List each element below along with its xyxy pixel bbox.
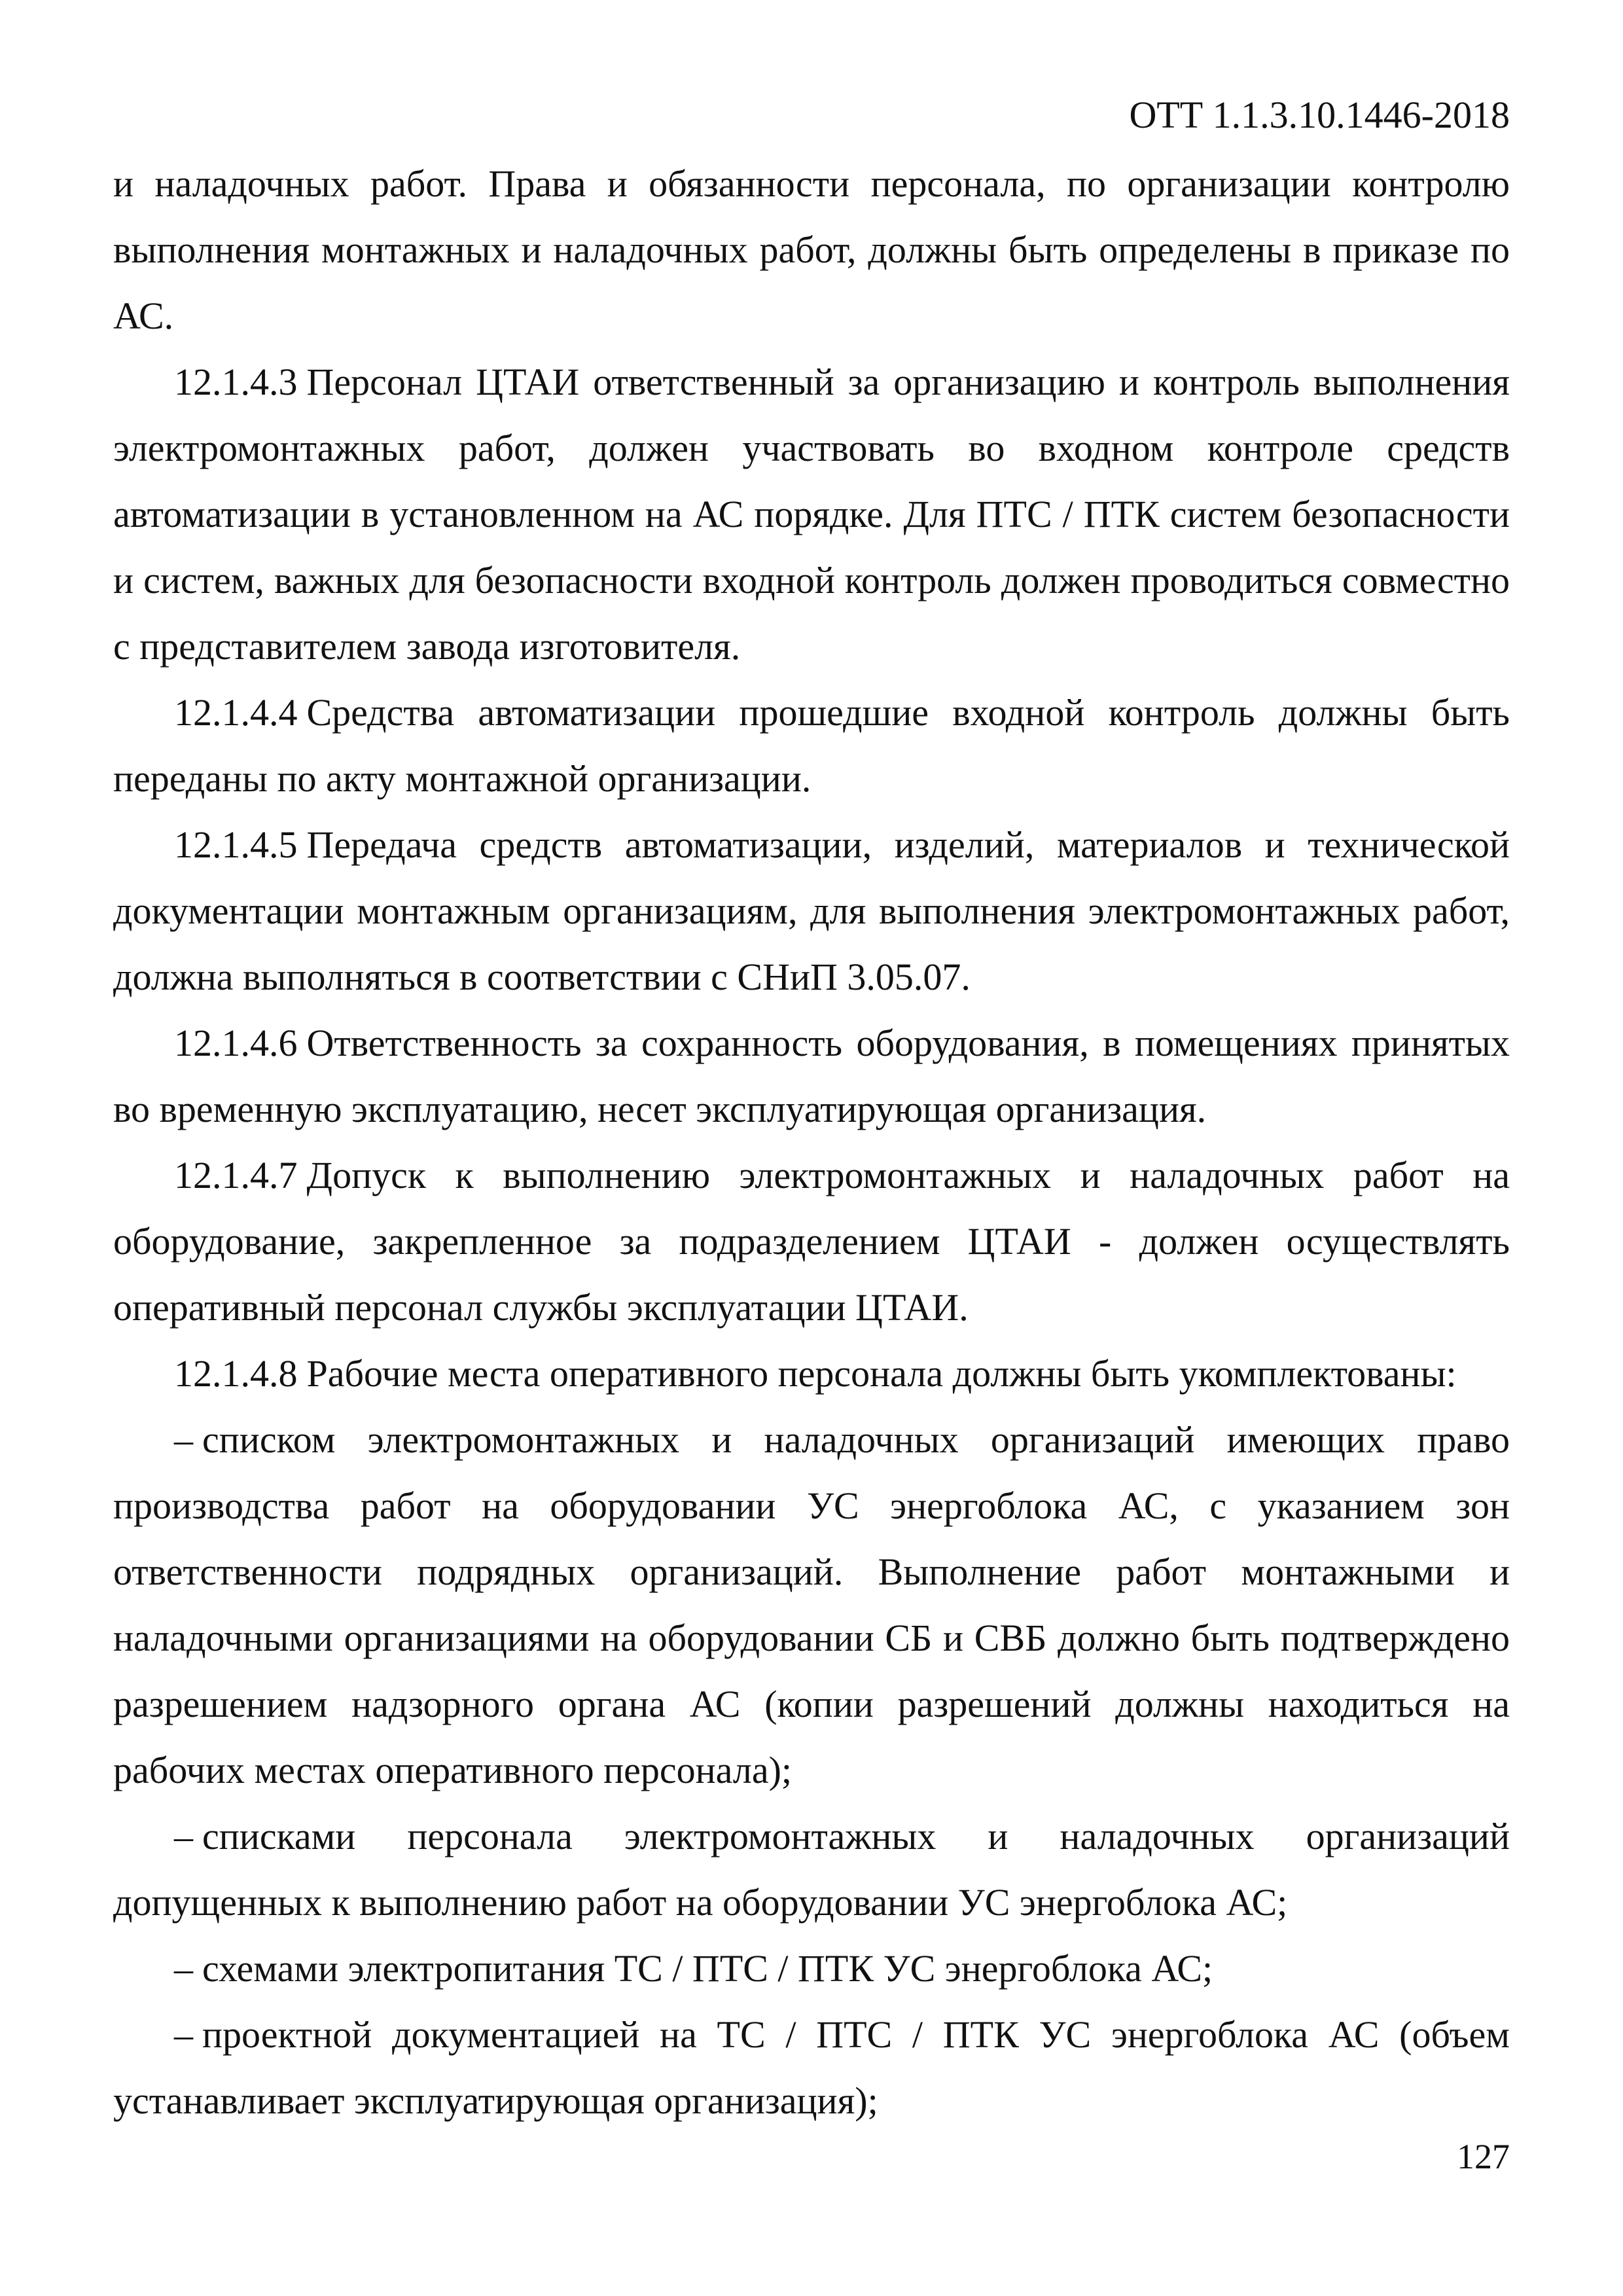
list-item-text: схемами электропитания ТС / ПТС / ПТК УС энергоблока АС;	[202, 1947, 1213, 1990]
clause-number: 12.1.4.8	[174, 1352, 298, 1395]
page-number: 127	[1457, 2137, 1510, 2176]
clause-number: 12.1.4.6	[174, 1022, 298, 1064]
paragraph-text: Допуск к выполнению электромонтажных и наладочных работ на оборудование, закрепленное за подразделением ЦТАИ - должен осуществлять оперативный персонал службы эксплуатации ЦТАИ.	[113, 1154, 1510, 1329]
list-item-text: списком электромонтажных и наладочных организаций имеющих право производства работ на оборудовании УС энергоблока АС, с указанием зон ответственности подрядных организаций. Выполнение работ монтажными и наладочными организациями на оборудовании СБ и СВБ должно быть подтверждено разрешением надзорного органа АС (копии разрешений должны находиться на рабочих местах оперативного персонала);	[113, 1418, 1510, 1791]
list-item-text: списками персонала электромонтажных и наладочных организаций допущенных к выполнению работ на оборудовании УС энергоблока АС;	[113, 1815, 1510, 1924]
paragraph-text: Рабочие места оперативного персонала должны быть укомплектованы:	[306, 1352, 1457, 1395]
clause-number: 12.1.4.3	[174, 361, 298, 403]
list-item	[113, 1407, 1510, 1803]
list-item	[113, 2001, 1510, 2134]
paragraph-continuation	[113, 151, 1510, 349]
paragraph-text: и наладочных работ. Права и обязанности персонала, по организации контролю выполнения монтажных и наладочных работ, должны быть определены в приказе по АС.	[113, 162, 1510, 337]
paragraph-text: Персонал ЦТАИ ответственный за организацию и контроль выполнения электромонтажных работ, должен участвовать во входном контроле средств автоматизации в установленном на АС порядке. Для ПТС / ПТК систем безопасности и систем, важных для безопасности входной контроль должен проводиться совместно с представителем завода изготовителя.	[113, 361, 1510, 668]
paragraph-text: Средства автоматизации прошедшие входной контроль должны быть переданы по акту монтажной организации.	[113, 691, 1510, 800]
paragraph-text: Передача средств автоматизации, изделий, материалов и технической документации монтажным организациям, для выполнения электромонтажных работ, должна выполняться в соответствии с СНиП 3.05.07.	[113, 823, 1510, 998]
list-item	[113, 1803, 1510, 1935]
list-dash: –	[174, 1947, 193, 1990]
document-body	[113, 151, 1510, 2134]
paragraph-text: Ответственность за сохранность оборудования, в помещениях принятых во временную эксплуатацию, несет эксплуатирующая организация.	[113, 1022, 1510, 1130]
paragraph-12-1-4-4	[113, 679, 1510, 812]
clause-number: 12.1.4.5	[174, 823, 298, 866]
list-dash: –	[174, 2013, 193, 2056]
paragraph-12-1-4-7	[113, 1142, 1510, 1340]
list-dash: –	[174, 1815, 193, 1857]
paragraph-12-1-4-6	[113, 1010, 1510, 1142]
paragraph-12-1-4-3	[113, 349, 1510, 679]
list-dash: –	[174, 1418, 193, 1461]
document-code-header: ОТТ 1.1.3.10.1446-2018	[1129, 94, 1510, 136]
paragraph-12-1-4-8	[113, 1340, 1510, 1407]
paragraph-12-1-4-5	[113, 812, 1510, 1010]
list-item	[113, 1935, 1510, 2001]
clause-number: 12.1.4.7	[174, 1154, 298, 1196]
clause-number: 12.1.4.4	[174, 691, 298, 734]
list-item-text: проектной документацией на ТС / ПТС / ПТК УС энергоблока АС (объем устанавливает эксплуатирующая организация);	[113, 2013, 1510, 2122]
